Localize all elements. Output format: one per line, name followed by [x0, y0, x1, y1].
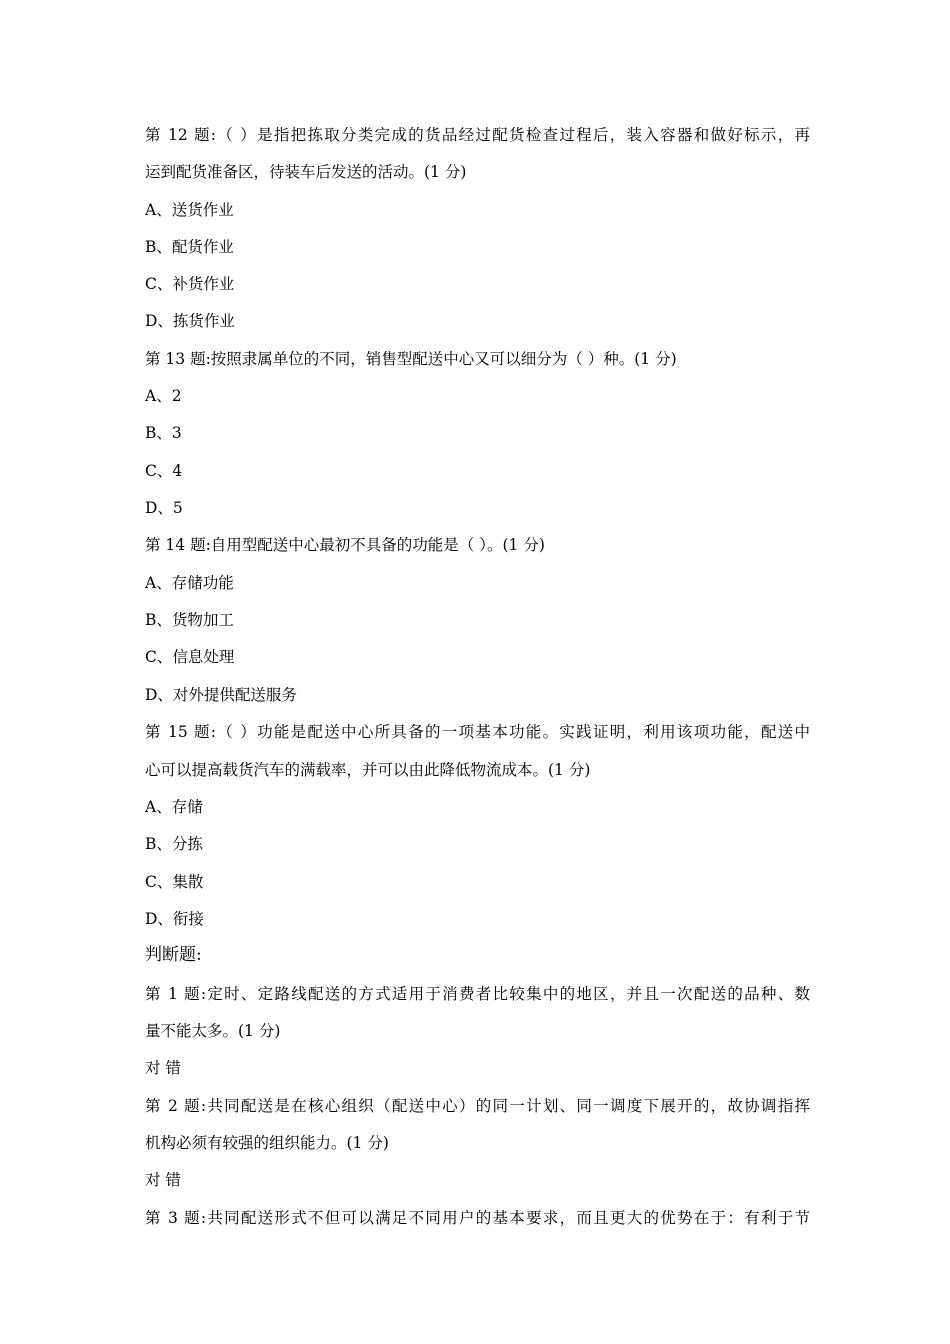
judge-1-line-2: 量不能太多。(1 分): [145, 1022, 281, 1040]
question-12-line-2: 运到配货准备区，待装车后发送的活动。(1 分): [145, 163, 467, 181]
question-13-option-c: C、4: [145, 462, 183, 480]
question-12-option-a: A、送货作业: [145, 201, 234, 219]
question-15-option-a: A、存储: [145, 798, 203, 816]
question-13-option-d: D、5: [145, 499, 183, 517]
judge-1-line-1: 第 1 题:定时、定路线配送的方式适用于消费者比较集中的地区，并且一次配送的品种、数: [145, 985, 810, 1003]
question-14-option-d: D、对外提供配送服务: [145, 686, 297, 704]
question-15-option-c: C、集散: [145, 873, 204, 891]
judge-2-line-1: 第 2 题:共同配送是在核心组织（配送中心）的同一计划、同一调度下展开的，故协调指挥: [145, 1097, 810, 1115]
question-15-option-d: D、衔接: [145, 910, 204, 928]
judge-3-line-1: 第 3 题:共同配送形式不但可以满足不同用户的基本要求，而且更大的优势在于：有利于节: [145, 1209, 810, 1227]
question-14-option-b: B、货物加工: [145, 611, 234, 629]
question-15-line-1: 第 15 题:（ ）功能是配送中心所具备的一项基本功能。实践证明，利用该项功能，配送中: [145, 723, 810, 741]
question-13-line-1: 第 13 题:按照隶属单位的不同，销售型配送中心又可以细分为（ ）种。(1 分): [145, 350, 677, 368]
question-14-option-c: C、信息处理: [145, 648, 235, 666]
question-14-option-a: A、存储功能: [145, 574, 234, 592]
judge-2-line-2: 机构必须有较强的组织能力。(1 分): [145, 1134, 389, 1152]
judge-1-answer-options: 对 错: [145, 1059, 181, 1077]
section-title-judge: 判断题:: [145, 945, 202, 965]
question-15-line-2: 心可以提高载货汽车的满载率，并可以由此降低物流成本。(1 分): [145, 761, 591, 779]
question-12-option-c: C、补货作业: [145, 275, 235, 293]
question-12-option-b: B、配货作业: [145, 238, 234, 256]
judge-2-answer-options: 对 错: [145, 1171, 181, 1189]
question-13-option-b: B、3: [145, 424, 182, 442]
question-15-option-b: B、分拣: [145, 835, 203, 853]
question-14-line-1: 第 14 题:自用型配送中心最初不具备的功能是（ ）。(1 分): [145, 536, 545, 554]
question-12-option-d: D、拣货作业: [145, 312, 235, 330]
question-12-line-1: 第 12 题:（ ）是指把拣取分类完成的货品经过配货检查过程后，装入容器和做好标示，再: [145, 126, 810, 144]
question-13-option-a: A、2: [145, 387, 182, 405]
